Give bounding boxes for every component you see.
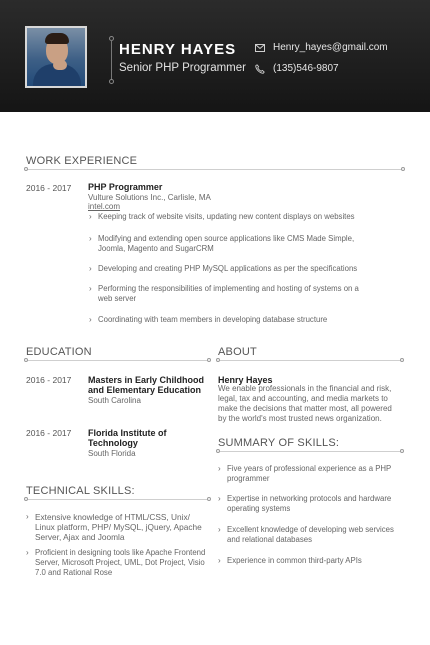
divider-dot-bottom [109,79,114,84]
education-heading: EDUCATION [26,346,92,358]
work-bullet-cont: web server [98,294,137,303]
technical-bullet-cont: Linux platform, PHP/ MySQL, jQuery, Apache [35,522,202,532]
technical-skills-heading: TECHNICAL SKILLS: [26,485,135,497]
chevron-right-icon: › [26,512,29,521]
chevron-right-icon: › [89,234,92,243]
technical-rule [26,499,210,500]
education-date: 2016 - 2017 [26,375,72,385]
education-degree-cont: Technology [88,438,138,448]
phone-icon [255,64,265,74]
technical-bullet: › Proficient in designing tools like Apache Frontend [26,548,206,557]
education-degree: Masters in Early Childhood [88,375,205,385]
about-line: legal, tax and accounting, and media markets to [218,394,388,403]
summary-bullet: › Experience in common third-party APIs [218,556,362,565]
education-place: South Florida [88,449,136,458]
header-divider [111,40,112,80]
about-rule [218,360,402,361]
summary-heading: SUMMARY OF SKILLS: [218,437,340,449]
education-rule [26,360,210,361]
about-heading: ABOUT [218,346,257,358]
work-link[interactable]: intel.com [88,202,121,211]
summary-bullet-cont: and relational databases [227,535,312,544]
summary-bullet: › Excellent knowledge of developing web services [218,525,394,534]
phone-contact[interactable] [255,63,339,74]
education-degree: Florida Institute of [88,428,167,438]
technical-bullet-cont: 7.0 and Rational Rose [35,568,113,577]
chevron-right-icon: › [218,464,221,473]
about-name: Henry Hayes [218,375,273,385]
work-bullet-cont: Joomla, Magento and SugarCRM [98,244,214,253]
work-bullet: › Coordinating with team members in developing database structure [89,315,328,324]
chevron-right-icon: › [218,525,221,534]
education-date: 2016 - 2017 [26,428,72,438]
summary-rule [218,451,402,452]
work-company: Vulture Solutions Inc., Carlisle, MA [88,193,211,202]
about-line: by the world's most trusted news organization. [218,414,382,423]
work-bullet: › Modifying and extending open source applications like CMS Made Simple, [89,234,355,243]
education-degree-cont: and Elementary Education [88,385,202,395]
work-rule [26,169,403,170]
envelope-icon [255,44,265,52]
about-line: make the decisions that matter most, all powered [218,404,392,413]
resume-header [0,0,430,112]
technical-bullet-cont: Server, Ajax and Joomla [35,532,125,542]
email-text[interactable]: Henry_hayes@gmail.com [273,42,388,53]
candidate-name: HENRY HAYES [119,41,237,58]
summary-bullet: › Five years of professional experience as a PHP [218,464,392,473]
work-title: PHP Programmer [88,182,163,192]
chevron-right-icon: › [218,494,221,503]
chevron-right-icon: › [26,548,29,557]
education-place: South Carolina [88,396,141,405]
chevron-right-icon: › [89,212,92,221]
work-bullet: › Keeping track of website visits, updating new content displays on websites [89,212,355,221]
summary-bullet-cont: operating systems [227,504,291,513]
chevron-right-icon: › [89,284,92,293]
email-contact[interactable] [255,42,388,53]
technical-bullet: › Extensive knowledge of HTML/CSS, Unix/ [26,512,190,522]
phone-text[interactable]: (135)546-9807 [273,63,339,74]
profile-photo [25,26,87,88]
candidate-title: Senior PHP Programmer [119,62,246,74]
summary-bullet-cont: programmer [227,474,270,483]
work-experience-heading: WORK EXPERIENCE [26,155,138,167]
work-bullet: › Developing and creating PHP MySQL applications as per the specifications [89,264,358,273]
work-date: 2016 - 2017 [26,183,72,193]
summary-bullet: › Expertise in networking protocols and hardware [218,494,392,503]
chevron-right-icon: › [89,315,92,324]
work-bullet: › Performing the responsibilities of implementing and hosting of systems on a [89,284,359,293]
chevron-right-icon: › [89,264,92,273]
technical-bullet-cont: Server, Microsoft Project, UML, Dot Project, Visio [35,558,205,567]
chevron-right-icon: › [218,556,221,565]
about-line: We enable professionals in the financial and risk, [218,384,392,393]
